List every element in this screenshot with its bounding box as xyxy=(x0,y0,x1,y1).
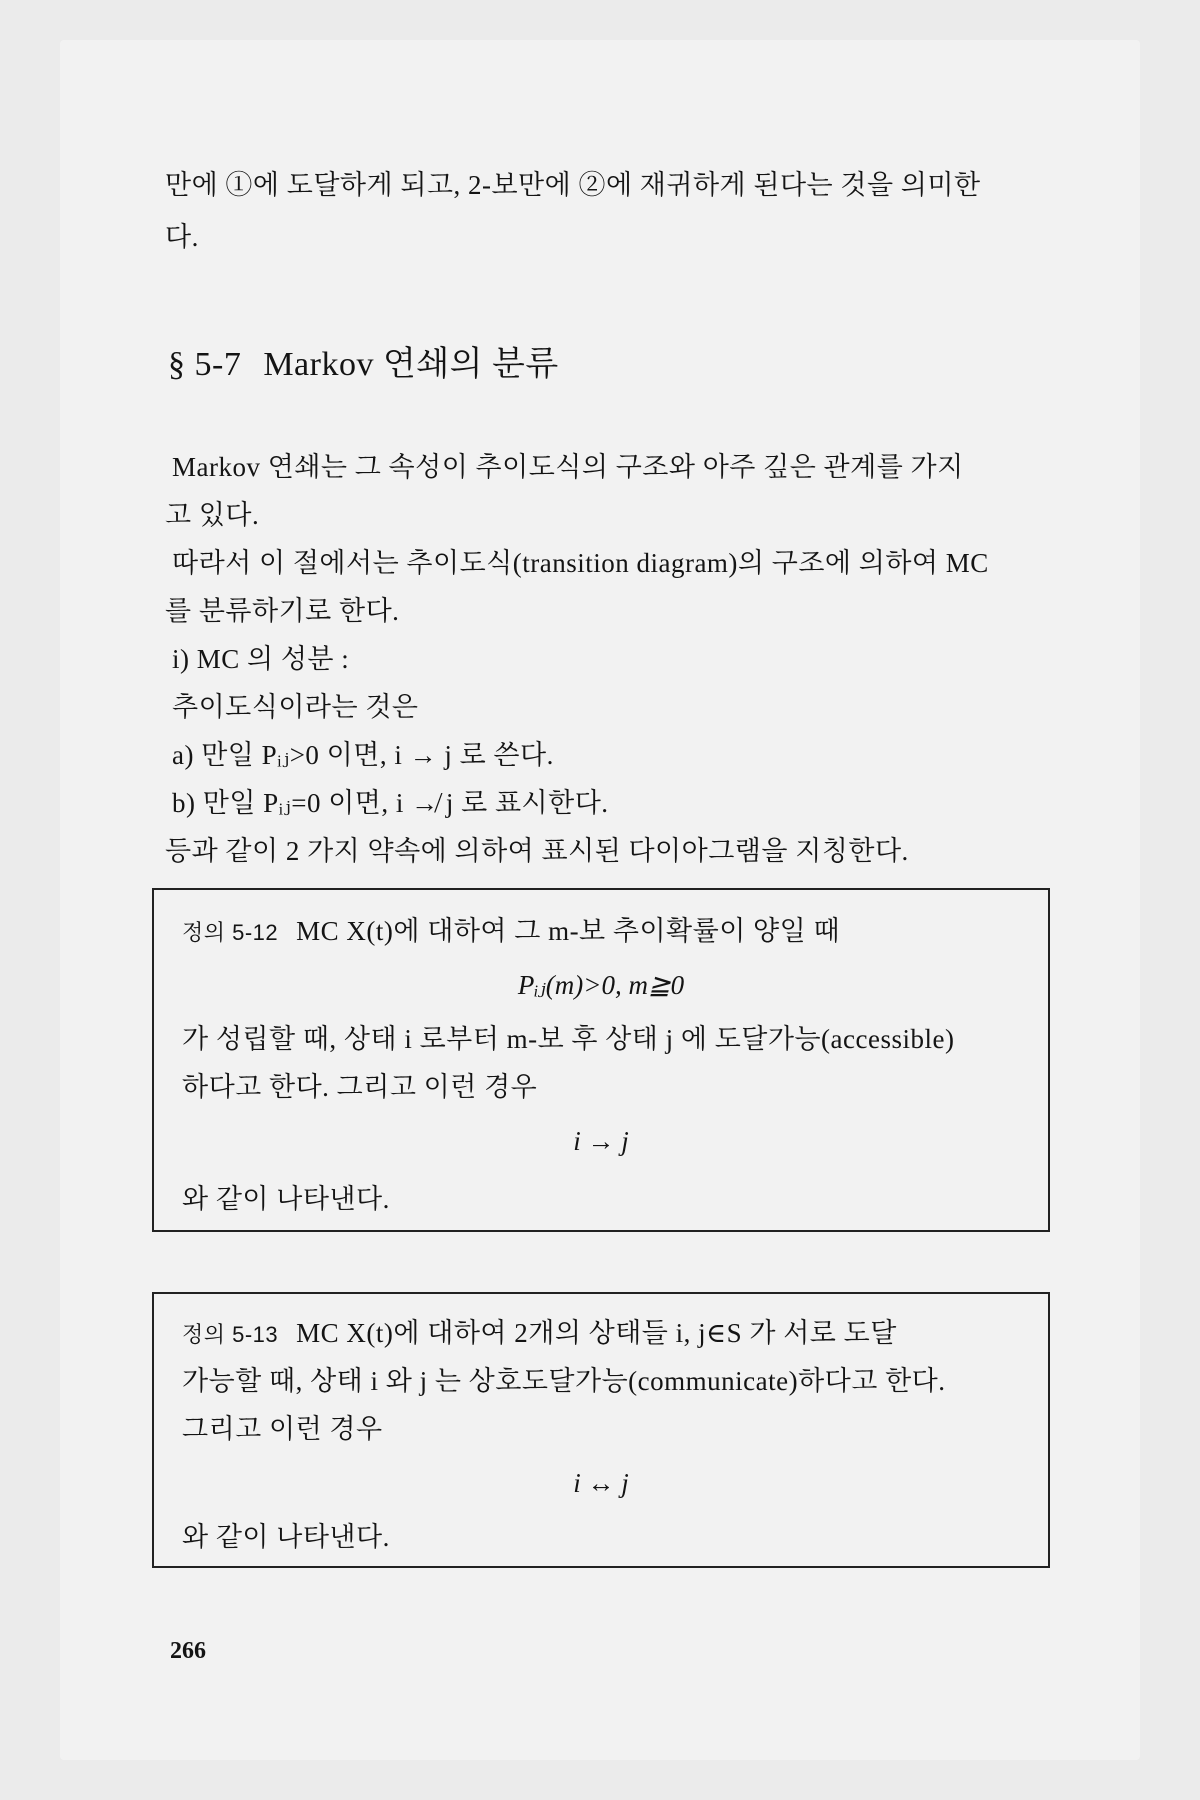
definition-line: 와 같이 나타낸다. xyxy=(182,1184,390,1214)
definition-text: MC X(t)에 대하여 2개의 상태들 i, j∈S 가 서로 도달 xyxy=(296,1318,897,1348)
definition-line xyxy=(182,914,840,950)
definition-line: 와 같이 나타낸다. xyxy=(182,1522,390,1552)
paragraph-line: 고 있다. xyxy=(165,500,260,530)
definition-line: 가 성립할 때, 상태 i 로부터 m-보 후 상태 j 에 도달가능(accessible) xyxy=(182,1024,955,1054)
paragraph-line: 따라서 이 절에서는 추이도식(transition diagram)의 구조에 의하여 MC xyxy=(172,548,989,578)
definition-label: 정의 5-12 xyxy=(182,920,279,945)
definition-line: 가능할 때, 상태 i 와 j 는 상호도달가능(communicate)하다고 한다. xyxy=(182,1366,946,1396)
definition-line: 그리고 이런 경우 xyxy=(182,1414,383,1444)
section-number: § 5-7 xyxy=(168,346,242,383)
definition-box-5-13 xyxy=(152,1292,1050,1568)
paragraph-line: 등과 같이 2 가지 약속에 의하여 표시된 다이아그램을 지칭한다. xyxy=(165,836,909,866)
definition-box-5-12 xyxy=(152,888,1050,1232)
formula: Pᵢⱼ(m)>0, m≧0 xyxy=(517,970,685,1000)
paragraph-line: 를 분류하기로 한다. xyxy=(165,596,400,626)
page-number: 266 xyxy=(170,1638,206,1664)
definition-label: 정의 5-13 xyxy=(182,1322,279,1347)
definition-line: 하다고 한다. 그리고 이런 경우 xyxy=(182,1072,538,1102)
paragraph-line: 다. xyxy=(165,222,199,252)
paragraph-line: Markov 연쇄는 그 속성이 추이도식의 구조와 아주 깊은 관계를 가지 xyxy=(172,452,964,482)
relation-communicate: i ↔ j xyxy=(573,1468,629,1498)
list-item: b) 만일 Pᵢⱼ=0 이면, i ↛ j 로 표시한다. xyxy=(172,788,609,818)
list-heading: i) MC 의 성분 : xyxy=(172,644,350,674)
paragraph-line: 만에 ①에 도달하게 되고, 2-보만에 ②에 재귀하게 된다는 것을 의미한 xyxy=(165,170,981,200)
definition-line xyxy=(182,1316,897,1352)
relation-accessible: i → j xyxy=(573,1126,629,1156)
definition-text: MC X(t)에 대하여 그 m-보 추이확률이 양일 때 xyxy=(296,916,841,946)
list-item: a) 만일 Pᵢⱼ>0 이면, i → j 로 쓴다. xyxy=(172,740,554,770)
section-title: Markov 연쇄의 분류 xyxy=(263,346,559,383)
paragraph-line: 추이도식이라는 것은 xyxy=(172,692,419,722)
section-heading xyxy=(168,345,559,385)
